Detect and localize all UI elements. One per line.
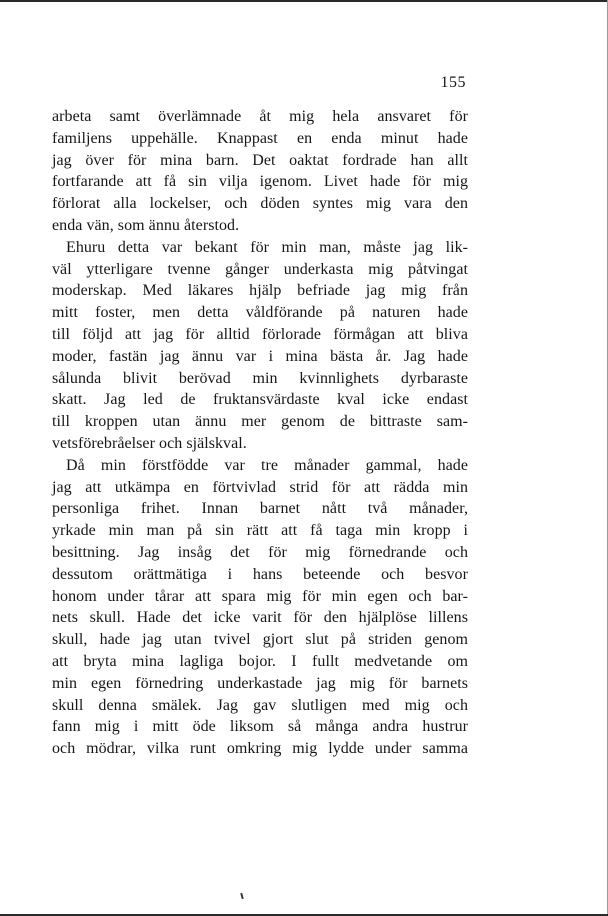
text-line: fortfarande att få sin vilja igenom. Livet hade för mig xyxy=(52,173,468,191)
text-line: moderskap. Med läkares hjälp befriade jag mig från xyxy=(52,282,468,300)
text-line: skatt. Jag led de fruktansvärdaste kval icke endast xyxy=(52,391,468,409)
ink-speck xyxy=(240,893,243,899)
top-border-line xyxy=(0,0,608,2)
text-line: besittning. Jag insåg det för mig förnedrande och xyxy=(52,543,468,561)
text-line: min egen förnedring underkastade jag mig för barnets xyxy=(52,674,468,692)
text-line: familjens uppehälle. Knappast en enda minut hade xyxy=(52,129,468,147)
text-line: till följd att jag för alltid förlorade förmågan att bliva xyxy=(52,325,468,343)
text-line: moder, fastän jag ännu var i mina bästa år. Jag hade xyxy=(52,347,468,365)
body-text xyxy=(52,106,468,760)
text-line: till kroppen utan ännu mer genom de bittraste sam- xyxy=(52,413,468,431)
text-line: skull, hade jag utan tvivel gjort slut på striden genom xyxy=(52,631,468,649)
paragraph-end-line: enda vän, som ännu återstod. xyxy=(52,216,240,234)
text-line: arbeta samt överlämnade åt mig hela ansvaret för xyxy=(52,108,468,125)
text-line: väl ytterligare tvenne gånger underkasta mig påtvingat xyxy=(52,260,468,278)
text-line: jag över för mina barn. Det oaktat fordrade han allt xyxy=(52,151,468,169)
text-line: yrkade min man på sin rätt att få taga min kropp i xyxy=(52,522,468,540)
text-line: sålunda blivit berövad min kvinnlighets dyrbaraste xyxy=(52,369,468,387)
text-line: nets skull. Hade det icke varit för den hjälplöse lillens xyxy=(52,609,468,627)
text-line: att bryta mina lagliga bojor. I fullt medvetande om xyxy=(52,652,468,670)
text-line: och mödrar, vilka runt omkring mig lydde under samma xyxy=(52,740,468,758)
page-number: 155 xyxy=(440,74,466,91)
text-line: honom under tårar att spara mig för min egen och bar- xyxy=(52,587,468,605)
text-line: förlorat alla lockelser, och döden syntes mig vara den xyxy=(52,195,468,213)
text-line: jag att utkämpa en förtvivlad strid för att rädda min xyxy=(52,478,468,496)
text-line: personliga frihet. Innan barnet nått två månader, xyxy=(52,500,468,518)
text-line: skull denna smälek. Jag gav slutligen med mig och xyxy=(52,696,468,714)
text-line: fann mig i mitt öde liksom så många andra hustrur xyxy=(52,718,468,736)
paragraph-start-line: Då min förstfödde var tre månader gammal, hade xyxy=(66,456,468,474)
text-line: dessutom orättmätiga i hans beteende och besvor xyxy=(52,565,468,583)
paragraph-end-line: vetsförebråelser och själskval. xyxy=(52,434,247,452)
paragraph-start-line: Ehuru detta var bekant för min man, måste jag lik- xyxy=(66,238,468,256)
text-line: mitt foster, men detta våldförande på naturen hade xyxy=(52,304,468,322)
